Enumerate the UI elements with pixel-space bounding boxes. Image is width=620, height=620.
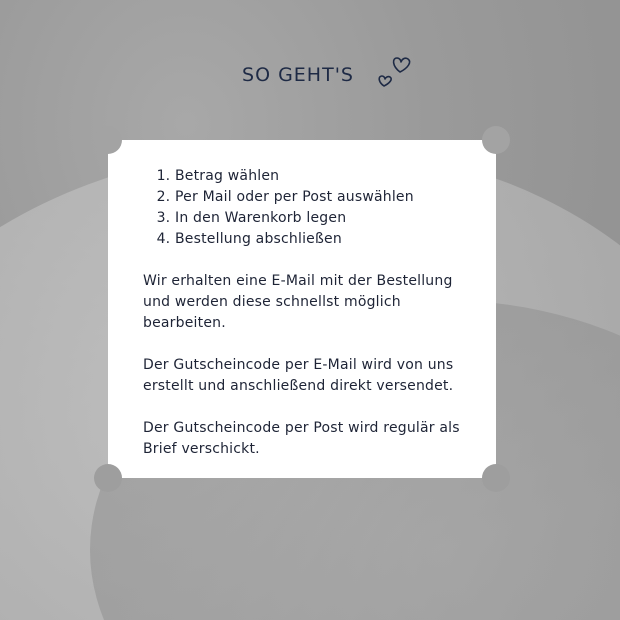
step-item: 4. Bestellung abschließen bbox=[175, 229, 483, 250]
steps-list bbox=[143, 166, 483, 250]
card-corner-notch bbox=[482, 464, 510, 492]
hearts-icon bbox=[376, 52, 416, 92]
card-corner-notch bbox=[94, 126, 122, 154]
paragraph-post-voucher: Der Gutscheincode per Post wird regulär als Brief verschickt. bbox=[143, 420, 460, 457]
paragraph-email-order: Wir erhalten eine E-Mail mit der Bestellung und werden diese schnellst möglich bearbeiten. bbox=[143, 273, 453, 331]
step-item: 3. In den Warenkorb legen bbox=[175, 208, 483, 229]
paragraph-email-voucher: Der Gutscheincode per E-Mail wird von uns erstellt und anschließend direkt versendet. bbox=[143, 357, 454, 394]
card-content bbox=[143, 166, 483, 481]
card-corner-notch bbox=[482, 126, 510, 154]
title-text: SO GEHT'S bbox=[242, 64, 354, 86]
page-title bbox=[0, 64, 620, 86]
card-corner-notch bbox=[94, 464, 122, 492]
step-item: 2. Per Mail oder per Post auswählen bbox=[175, 187, 483, 208]
info-card bbox=[108, 140, 496, 478]
step-item: 1. Betrag wählen bbox=[175, 166, 483, 187]
